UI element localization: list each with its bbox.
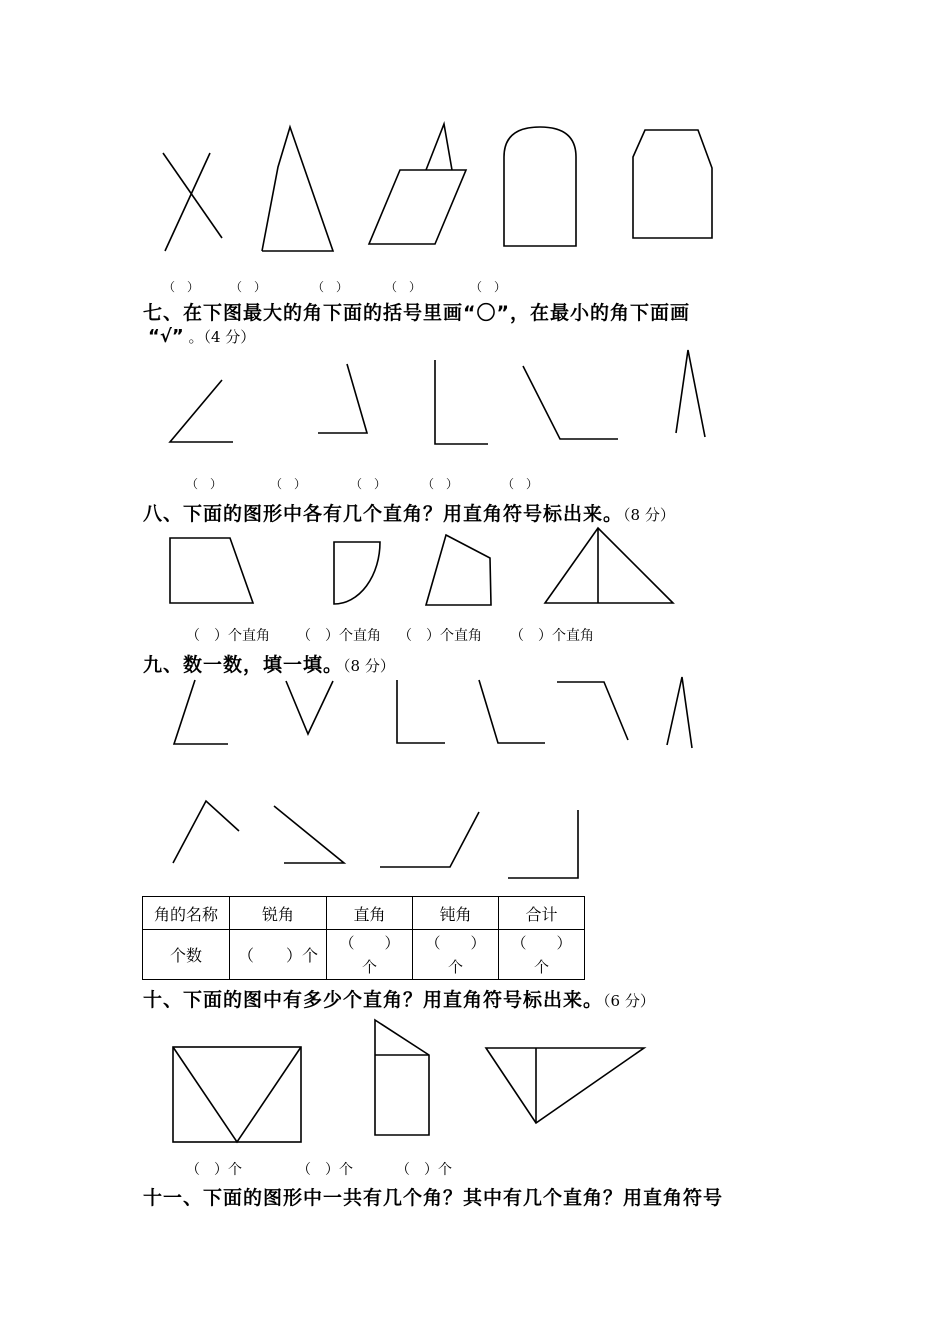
q9-angle-3 <box>397 680 445 743</box>
shapes-row-top <box>0 0 950 260</box>
q7-angle-blank-1[interactable]: （ ） <box>186 477 223 491</box>
q10-blank-3[interactable]: （ ）个 <box>396 1162 452 1178</box>
table-header-right: 直角 <box>327 897 413 930</box>
q9-angle-7 <box>173 801 239 863</box>
q8-blank-3[interactable]: （ ）个直角 <box>398 628 482 644</box>
angle-obtuse <box>523 366 618 439</box>
arch-shape <box>504 127 576 246</box>
q7-angle-blank-4[interactable]: （ ） <box>422 477 459 491</box>
v-inside-rectangle <box>173 1047 301 1142</box>
angle-acute-2 <box>318 364 367 433</box>
q8-blank-2[interactable]: （ ）个直角 <box>297 628 381 644</box>
angle-right <box>435 360 488 444</box>
total-count-cell[interactable]: （ ） 个 <box>499 930 585 980</box>
obtuse-count-cell[interactable]: （ ） 个 <box>413 930 499 980</box>
q8-points: （8 分） <box>623 506 675 524</box>
angle-acute-1 <box>170 380 233 442</box>
table-header-acute: 锐角 <box>230 897 327 930</box>
q9-angle-9 <box>380 812 479 867</box>
q8-blank-1[interactable]: （ ）个直角 <box>186 628 270 644</box>
q9-angle-2 <box>286 681 333 734</box>
table-row-label: 个数 <box>143 930 230 980</box>
q10-points: （6 分） <box>603 992 655 1010</box>
q7-top-blank-2[interactable]: （ ） <box>230 280 267 294</box>
angle-count-table <box>142 896 585 980</box>
parallelogram-shape <box>369 170 466 244</box>
house-shape <box>375 1020 429 1135</box>
q8-title: 八、下面的图形中各有几个直角？用直角符号标出来。（8 分） <box>143 503 675 525</box>
cross-shape-line-1 <box>163 153 222 238</box>
right-count-cell[interactable]: （ ） 个 <box>327 930 413 980</box>
table-header-name: 角的名称 <box>143 897 230 930</box>
pentagon-shape <box>426 535 491 605</box>
q10-blank-2[interactable]: （ ）个 <box>297 1162 353 1178</box>
cross-shape-line-2 <box>165 153 210 251</box>
q10-blank-1[interactable]: （ ）个 <box>186 1162 242 1178</box>
q8-blank-4[interactable]: （ ）个直角 <box>510 628 594 644</box>
cut-corner-shape <box>633 130 712 238</box>
q7-title: 七、在下图最大的角下面的括号里画“〇”，在最小的角下面画 <box>143 302 690 324</box>
acute-count-cell[interactable]: （ ）个 <box>230 930 327 980</box>
parallelogram-top-triangle <box>426 124 452 170</box>
q11-title: 十一、下面的图形中一共有几个角？其中有几个直角？用直角符号 <box>143 1187 724 1209</box>
q7-angle-blank-5[interactable]: （ ） <box>502 477 539 491</box>
table-header-obtuse: 钝角 <box>413 897 499 930</box>
table-header-total: 合计 <box>499 897 585 930</box>
q8-shapes <box>0 520 950 620</box>
q9-angle-4 <box>479 680 545 743</box>
q9-angle-6 <box>667 677 692 748</box>
right-trapezoid-shape <box>170 538 253 603</box>
q9-angle-8 <box>274 806 344 863</box>
rectangle-with-v-shape <box>173 1047 301 1142</box>
q7-top-blank-3[interactable]: （ ） <box>312 280 349 294</box>
q10-title: 十、下面的图中有多少个直角？用直角符号标出来。（6 分） <box>143 989 655 1011</box>
q7-angle-blank-3[interactable]: （ ） <box>350 477 387 491</box>
angle-narrow <box>676 350 705 437</box>
q7-points: 。（4 分） <box>188 328 256 346</box>
check-mark-symbol: “√” <box>148 326 184 347</box>
triangle-shape <box>262 127 333 251</box>
obtuse-triangle-shape <box>486 1048 644 1123</box>
q9-angle-1 <box>174 680 228 744</box>
q9-points: （8 分） <box>343 657 395 675</box>
q9-angle-10 <box>508 810 578 878</box>
q9-title: 九、数一数，填一填。（8 分） <box>143 654 395 676</box>
q7-top-blank-1[interactable]: （ ） <box>163 280 200 294</box>
q9-angle-5 <box>557 682 628 740</box>
q7-top-blank-5[interactable]: （ ） <box>470 280 507 294</box>
q9-angles <box>0 670 950 880</box>
q10-shapes <box>0 1010 950 1150</box>
q7-angle-blank-2[interactable]: （ ） <box>270 477 307 491</box>
q7-top-blank-4[interactable]: （ ） <box>385 280 422 294</box>
quarter-circle-shape <box>334 542 380 604</box>
split-triangle-shape <box>545 528 673 603</box>
q7-angles <box>0 340 950 470</box>
